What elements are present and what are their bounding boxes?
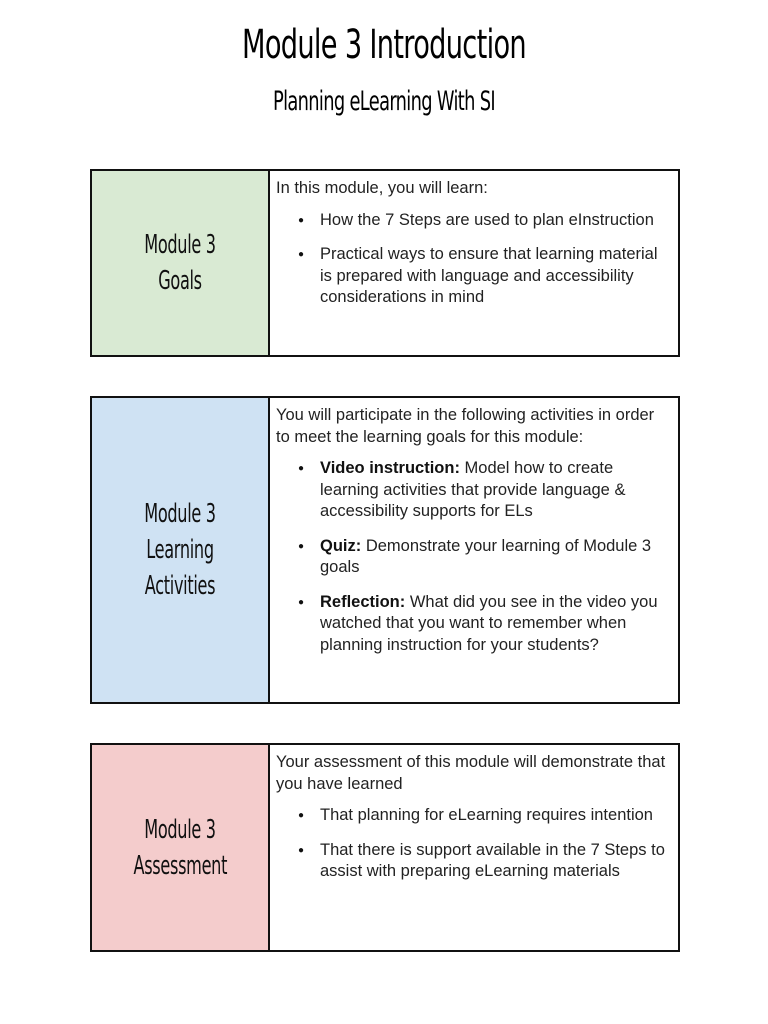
assessment-intro: Your assessment of this module will demonstrate that you have learned — [276, 753, 666, 793]
goals-label-cell — [92, 171, 270, 355]
activities-card — [90, 396, 680, 704]
list-item-term: Quiz: — [320, 536, 362, 555]
activities-label: Module 3 Learning Activities — [144, 499, 216, 601]
goals-label: Module 3 Goals — [144, 230, 216, 296]
assessment-card — [90, 743, 680, 952]
goals-card — [90, 169, 680, 357]
assessment-list — [276, 805, 670, 883]
list-item — [320, 592, 670, 657]
list-item: ● How the 7 Steps are used to plan eInstruction — [320, 210, 670, 232]
list-item — [320, 458, 670, 523]
activities-intro: You will participate in the following activities in order to meet the learning goals for this module: — [276, 406, 655, 446]
goals-list — [276, 210, 670, 309]
assessment-label: Module 3 Assessment — [133, 814, 228, 881]
goals-intro: In this module, you will learn: — [276, 179, 488, 197]
assessment-content — [270, 745, 678, 950]
list-item-text: Demonstrate your learning of Module 3 goals — [320, 536, 652, 576]
list-item — [320, 536, 670, 579]
list-item-term: Reflection: — [320, 592, 406, 611]
assessment-label-cell — [92, 745, 270, 950]
list-item: ● Practical ways to ensure that learning material is prepared with language and accessibility considerations in mind — [320, 244, 670, 309]
activities-list — [276, 458, 670, 656]
activities-content — [270, 398, 678, 702]
page-subtitle: Planning eLearning With SI — [273, 86, 495, 117]
list-item: ● That planning for eLearning requires intention — [320, 805, 670, 827]
activities-label-cell — [92, 398, 270, 702]
list-item-term: Video instruction: — [320, 459, 460, 477]
list-item-text: What did you see in the video you watched that you want to remember when planning instruction for your students? — [320, 592, 658, 654]
list-item-text: Model how to create learning activities that provide language & accessibility supports for ELs — [320, 459, 626, 520]
list-item: ● That there is support available in the 7 Steps to assist with preparing eLearning materials — [320, 840, 670, 883]
goals-content — [270, 171, 678, 355]
page-title: Module 3 Introduction — [242, 22, 526, 68]
